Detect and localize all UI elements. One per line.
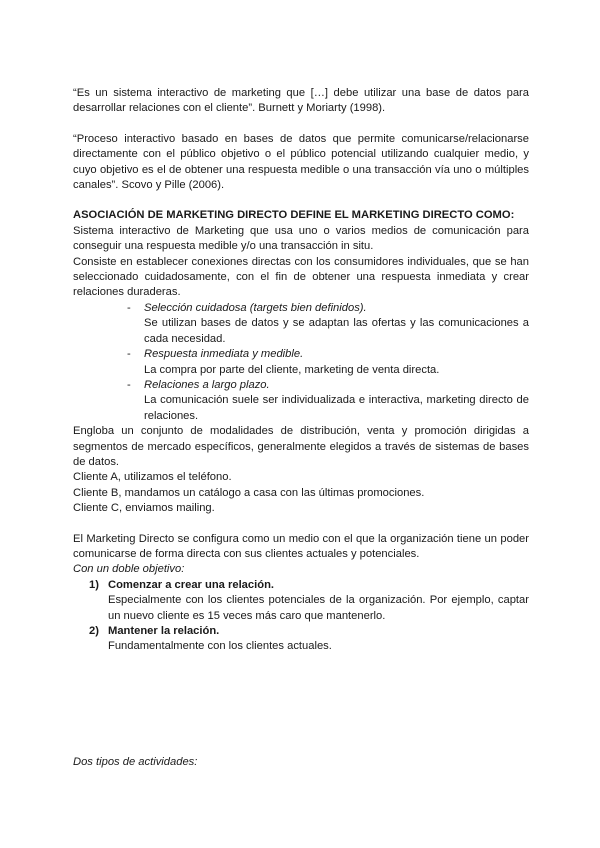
activities-label: Dos tipos de actividades: bbox=[73, 756, 198, 768]
bullet-title: Relaciones a largo plazo. bbox=[144, 378, 270, 391]
characteristics-list bbox=[73, 301, 529, 424]
objective-label: Con un doble objetivo: bbox=[73, 563, 185, 576]
definition-paragraph: Sistema interactivo de Marketing que usa uno o varios medios de comunicación para conseguir una respuesta medible y/o una transacción in situ. bbox=[73, 224, 529, 253]
bullet-dash: - bbox=[127, 348, 131, 361]
objective-number: 1) bbox=[89, 578, 99, 591]
list-item bbox=[89, 624, 529, 655]
client-a-line: Cliente A, utilizamos el teléfono. bbox=[73, 471, 232, 484]
objectives-list bbox=[73, 578, 529, 655]
bullet-dash: - bbox=[127, 378, 131, 391]
list-item bbox=[127, 301, 529, 347]
document-body bbox=[73, 86, 529, 655]
bullet-dash: - bbox=[127, 301, 131, 314]
list-item bbox=[127, 347, 529, 378]
objective-title: Comenzar a crear una relación. bbox=[108, 578, 275, 591]
bullet-description: La compra por parte del cliente, marketing de venta directa. bbox=[144, 363, 440, 376]
objective-description: Fundamentalmente con los clientes actuales. bbox=[108, 640, 332, 653]
bullet-description: Se utilizan bases de datos y se adaptan las ofertas y las comunicaciones a cada necesidad. bbox=[144, 317, 529, 345]
quote-scovo-pille: “Proceso interactivo basado en bases de datos que permite comunicarse/relacionarse directamente con el público objetivo o el público potencial utilizando cualquier medio, y cuyo objetivo es el de obtener una respuesta medible o una transacción vía uno o múltiples canales”. Scovo y Pille (2006). bbox=[73, 132, 529, 192]
config-paragraph: El Marketing Directo se configura como un medio con el que la organización tiene un poder comunicarse de forma directa con sus clientes actuales y potenciales. bbox=[73, 532, 529, 560]
connections-paragraph: Consiste en establecer conexiones directas con los consumidores individuales, que se han seleccionado cuidadosamente, con el fin de obtener una respuesta inmediata y crear relaciones duraderas. bbox=[73, 255, 529, 299]
list-item bbox=[89, 578, 529, 624]
objective-title: Mantener la relación. bbox=[108, 625, 220, 637]
bullet-title: Respuesta inmediata y medible. bbox=[144, 348, 304, 361]
bullet-title: Selección cuidadosa (targets bien definidos). bbox=[144, 301, 367, 314]
client-c-line: Cliente C, enviamos mailing. bbox=[73, 502, 215, 515]
quote-burnett-moriarty: “Es un sistema interactivo de marketing que […] debe utilizar una base de datos para desarrollar relaciones con el cliente”. Burnett y Moriarty (1998). bbox=[73, 87, 529, 115]
list-item bbox=[127, 378, 529, 424]
objective-number: 2) bbox=[89, 625, 99, 637]
client-b-line: Cliente B, mandamos un catálogo a casa con las últimas promociones. bbox=[73, 486, 425, 499]
bullet-description: La comunicación suele ser individualizada e interactiva, marketing directo de relaciones. bbox=[144, 394, 529, 422]
modalities-paragraph: Engloba un conjunto de modalidades de distribución, venta y promoción dirigidas a segmentos de mercado específicos, generalmente elegidos a través de sistemas de bases de datos. bbox=[73, 425, 529, 468]
section-heading: ASOCIACIÓN DE MARKETING DIRECTO DEFINE EL MARKETING DIRECTO COMO: bbox=[73, 209, 515, 222]
objective-description: Especialmente con los clientes potenciales de la organización. Por ejemplo, captar un nuevo cliente es 15 veces más caro que mantenerlo. bbox=[108, 594, 529, 622]
